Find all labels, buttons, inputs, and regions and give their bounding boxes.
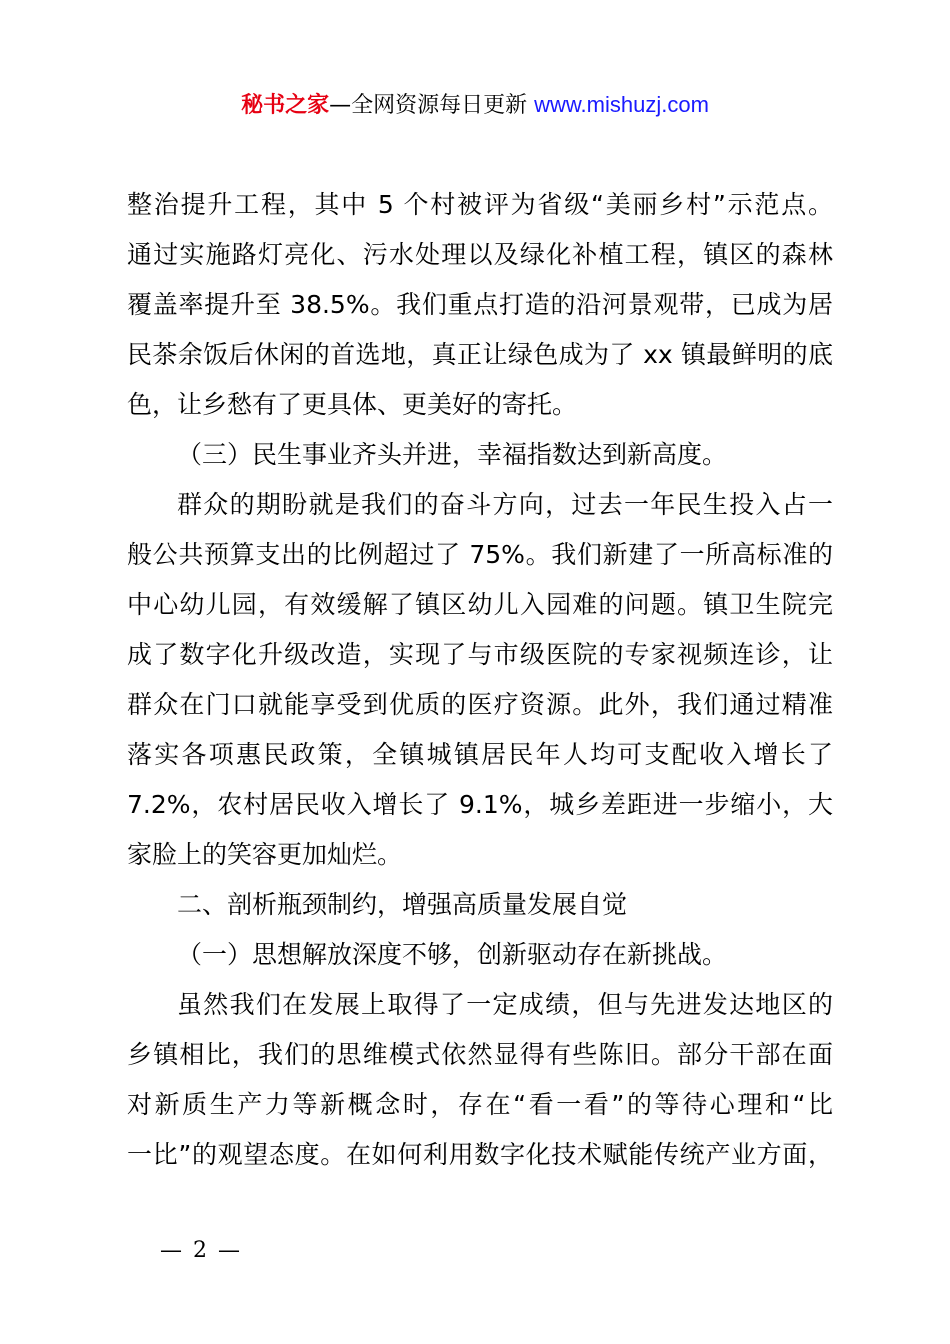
site-url-link[interactable]: www.mishuzj.com: [534, 92, 709, 117]
text-line: 群众在门口就能享受到优质的医疗资源。此外，我们通过精准: [127, 690, 833, 719]
brand-name: 秘书之家: [241, 93, 330, 118]
page-header: [0, 88, 950, 123]
text-line: 群众的期盼就是我们的奋斗方向，过去一年民生投入占一: [177, 490, 833, 519]
text-line: 虽然我们在发展上取得了一定成绩，但与先进发达地区的: [177, 990, 833, 1019]
page-number: — 2 —: [160, 1238, 242, 1263]
text-line: 对新质生产力等新概念时，存在“看一看”的等待心理和“比: [127, 1090, 833, 1119]
text-line: 整治提升工程，其中 5 个村被评为省级“美丽乡村”示范点。: [127, 190, 833, 219]
text-line: 般公共预算支出的比例超过了 75%。我们新建了一所高标准的: [127, 540, 833, 569]
text-line: 乡镇相比，我们的思维模式依然显得有些陈旧。部分干部在面: [127, 1040, 833, 1069]
text-line: 成了数字化升级改造，实现了与市级医院的专家视频连诊，让: [127, 640, 833, 669]
text-line: 中心幼儿园，有效缓解了镇区幼儿入园难的问题。镇卫生院完: [127, 590, 833, 619]
text-line: 家脸上的笑容更加灿烂。: [127, 840, 403, 869]
text-line: 二、剖析瓶颈制约，增强高质量发展自觉: [177, 890, 628, 919]
document-body: [127, 180, 833, 1180]
text-line: 一比”的观望态度。在如何利用数字化技术赋能传统产业方面，: [127, 1140, 833, 1169]
text-line: （一）思想解放深度不够，创新驱动存在新挑战。: [177, 940, 728, 969]
text-line: （三）民生事业齐头并进，幸福指数达到新高度。: [177, 440, 728, 469]
header-tagline: —全网资源每日更新: [329, 93, 535, 118]
text-line: 通过实施路灯亮化、污水处理以及绿化补植工程，镇区的森林: [127, 240, 833, 269]
text-line: 民茶余饭后休闲的首选地，真正让绿色成为了 xx 镇最鲜明的底: [127, 340, 833, 369]
text-line: 色，让乡愁有了更具体、更美好的寄托。: [127, 390, 578, 419]
text-line: 落实各项惠民政策，全镇城镇居民年人均可支配收入增长了: [127, 740, 833, 769]
text-line: 7.2%，农村居民收入增长了 9.1%，城乡差距进一步缩小，大: [127, 790, 833, 819]
text-line: 覆盖率提升至 38.5%。我们重点打造的沿河景观带，已成为居: [127, 290, 833, 319]
